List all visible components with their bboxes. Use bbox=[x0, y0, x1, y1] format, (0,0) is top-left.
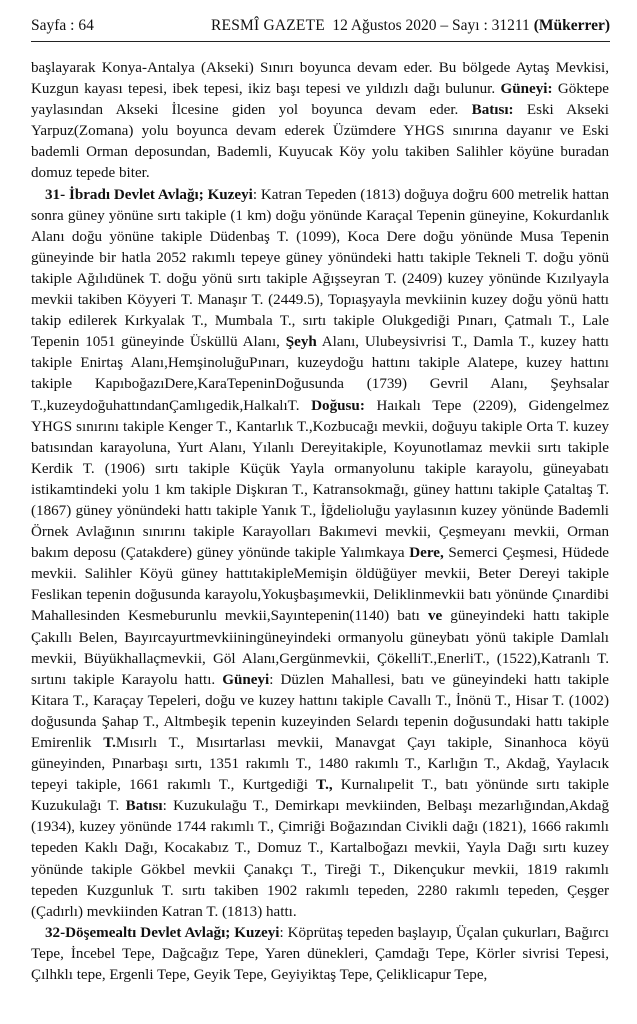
bold-text-segment: 31- İbradı Devlet Avlağı; Kuzeyi bbox=[45, 186, 253, 203]
bold-text-segment: Şeyh bbox=[285, 334, 317, 351]
bold-text-segment: T., bbox=[316, 777, 333, 794]
bold-text-segment: Doğusu: bbox=[311, 397, 365, 414]
text-segment: Göktepe yaylasından Akseki İlcesine giden yol boyunca devam eder. bbox=[31, 81, 609, 119]
bold-text-segment: Batısı bbox=[125, 798, 163, 815]
text-segment: başlayarak Konya-Antalya (Akseki) Sınırı boyunca devam eder. Bu bölgede Aytaş Mevkisi, Kuzgun kayası tepesi, ibek tepesi, ikiz başı tepesi ve yıldızlı dağı bulunur. bbox=[31, 60, 609, 98]
bold-text-segment: T. bbox=[103, 735, 116, 751]
paragraph-32-dosemealti bbox=[31, 923, 609, 986]
bold-text-segment: Güneyi: bbox=[500, 81, 553, 98]
text-segment: Mısırlı T., Mısırtarlası mevkii, Manavgat Çayı takiple, Sinanhoca köyü güneyinden, Pınarbaşı sırtı, 1351 rakımlı T., 1480 rakımlı T., Karlığın T., Akdağ, Yaylacık tepeyi takiple, 1661 rakımlı T., Kurtgediği bbox=[31, 735, 609, 794]
paragraph-aytas-continuation bbox=[31, 58, 609, 185]
bold-text-segment: Dere, bbox=[409, 545, 444, 562]
gazette-title: RESMÎ GAZETE bbox=[211, 17, 325, 34]
paragraph-31-ibradi bbox=[31, 185, 609, 923]
text-segment: Eski Akseki Yarpuz(Zomana) yolu boyunca devam ederek Üzümdere YHGS sınırına dayanır ve Eski bademli Orman deposundan, Bademli, Kuyucak Köy yolu takiben Salihler köyüne buradan domuz tepede biter. bbox=[31, 102, 609, 182]
text-segment: Semerci Çeşmesi, Hüdede mevkii. Salihler Köyü güney hattıtakipleMemişin öldüğüyer mevkii, Beter Dereyi takiple Feslikan tepenin doğusunda karayolu,Yokuşbaşımevkii, Deliklinmevkii batı yönünde Çınardibi Mahallesinden Kesmeburunlu mevkii,Sayıntepenin(1140) batı bbox=[31, 545, 609, 625]
bold-text-segment: 32-Döşemealtı Devlet Avlağı; Kuzeyi bbox=[45, 924, 280, 941]
bold-text-segment: Güneyi bbox=[222, 671, 270, 688]
bold-text-segment: Batısı: bbox=[471, 102, 514, 119]
edition-label: (Mükerrer) bbox=[533, 17, 610, 34]
page-header bbox=[31, 16, 610, 36]
text-segment: : Katran Tepeden (1813) doğuya doğru 600 metrelik hattan sonra güney yönüne sırtı takiple (1 km) doğu yönünde Karaçal Tepenin güneyine, Kokurdanlık Alanı doğu yönüne takiple Düdenbaş T. (1099), Koca Dere doğu yönünde Musa Tepenin güneyinde bir hatla 2052 rakımlı tepeye güney yönündeki hattı takiple Tekneli T. doğu yönü takiple Ağılıdünek T. doğu yönü sırtı takiple Ağışseyran T. (2409) kuzey yönünde Kızılyayla mevkii takiben Köyyeri T. Manaşır T. (2449.5), Topıaşyayla mevkiinin kuzey doğu yönü hattı takip edilerek Kırkyalak T., Mumbala T., sırtı takiple Olukgediği Pınarı, Çatmalı T., Lale Tepenin 1051 güneyinde Üsküllü Alanı, bbox=[31, 186, 609, 351]
text-segment: Haıkalı Tepe (2209), Gidengelmez YHGS sınırını takiple Kenger T., Kantarlık T.,Kozbucağı mevkii, doğuyu takiple Orta T. kuzey batısından karayoluna, Yurt Alanı, Yılanlı Dereyitakiple, Koyunotlamaz mevkii sırtı takiple Kerdik T. (1906) sırtı takiple Küçük Yayla ormanyolunu takiple karayolu, güneyabatı istikamtindeki yolu 1 km takiple Dişkıran T., Katransokmağı, güney hattını takiple Çataltaş T. (1867) güney yönündeki hattı takiple Yanık T., İğdelioluğu yaylasının kuzey yönünde Bademli Örnek Avlağının sınırını takiple Karayolları Bakımevi mevkii, Çeşmeyanı mevkii, Orman bakım deposu (Çatakdere) güney yönünde takiple Yalımkaya bbox=[31, 397, 609, 562]
text-segment: güneyindeki hattı takiple Çakıllı Belen, Bayırcayurtmevkiiningüneyindeki ormanyolu güneybatı yönü takiple Damlalı mevkii, Büyükhallaçmevkii, Göl Alanı,Gergünmevkii, ÇökelliT.,EnerliT., (1522),Katranlı T. sırtını takiple Karayolu hattı. bbox=[31, 608, 609, 688]
text-segment: Alanı, Ulubeysivrisi T., Damla T., kuzey hattı takiple Enirtaş Alanı,HemşinoluğuPınarı, kuzeydoğu hattını takiple Alatepe, kuzey hattını takiple KapıboğazıDere,KaraTepeninDoğusunda (1739) Gevril Alanı, Şeyhsalar T.,kuzeydoğuhattındanÇamlıgedik,HalkalıT. bbox=[31, 334, 609, 414]
text-segment: : Düzlen Mahallesi, batı ve güneyindeki hattı takiple Kitara T., Karaçay Tepeleri, doğu ve kuzey hattını takiple Cavallı T., İnönü T., Hisar T. (1002) doğusunda Şahap T., Altmbeşik tepenin kuzeyinden Selardı tepenin doğusundaki hattı takiple Emirenlik bbox=[31, 671, 609, 751]
document-body bbox=[31, 58, 609, 986]
page-number: Sayfa : 64 bbox=[31, 17, 94, 34]
text-segment: Kurnalıpelit T., batı yönünde sırtı takiple Kuzukulağı T. bbox=[31, 777, 609, 815]
issue-info bbox=[332, 16, 610, 36]
issue-date-number: 12 Ağustos 2020 – Sayı : 31211 bbox=[332, 17, 530, 34]
bold-text-segment: ve bbox=[427, 608, 443, 625]
text-segment: : Köprütaş tepeden başlayıp, Üçalan çukurları, Bağırcı Tepe, İncebel Tepe, Dağcağız Tepe, Yaren dünekleri, Çamdağı Tepe, Körler sivrisi Tepesi, Çılhklı tepe, Ergenli Tepe, Geyik Tepe, Geyiyiktaş Tepe, Çeliklicapur Tepe, bbox=[31, 924, 609, 984]
text-segment: : Kuzukulağu T., Demirkapı mevkiinden, Belbaşı mezarlığından,Akdağ (1934), kuzey yönünde 1744 rakımlı T., Çimriği Boğazından Civikli dağı (1821), 1666 rakımlı tepeden Kaklı Dağı, Kocakabız T., Domuz T., Kartalboğazı mevkii, Yayla Dağı sırtı kuzey yönünde takiple Gökbel mevkii Çanakçı T., Tireği T., Dikençukur mevkii, 1819 rakımlı tepeden Kuzgunluk T. sırtı takiben 1902 rakımlı tepeden, 2280 rakımlı tepeden, Çeşger (Çadırlı) mevkiinden Katran T. (1813) hattı. bbox=[31, 798, 609, 920]
header-rule bbox=[31, 41, 610, 42]
